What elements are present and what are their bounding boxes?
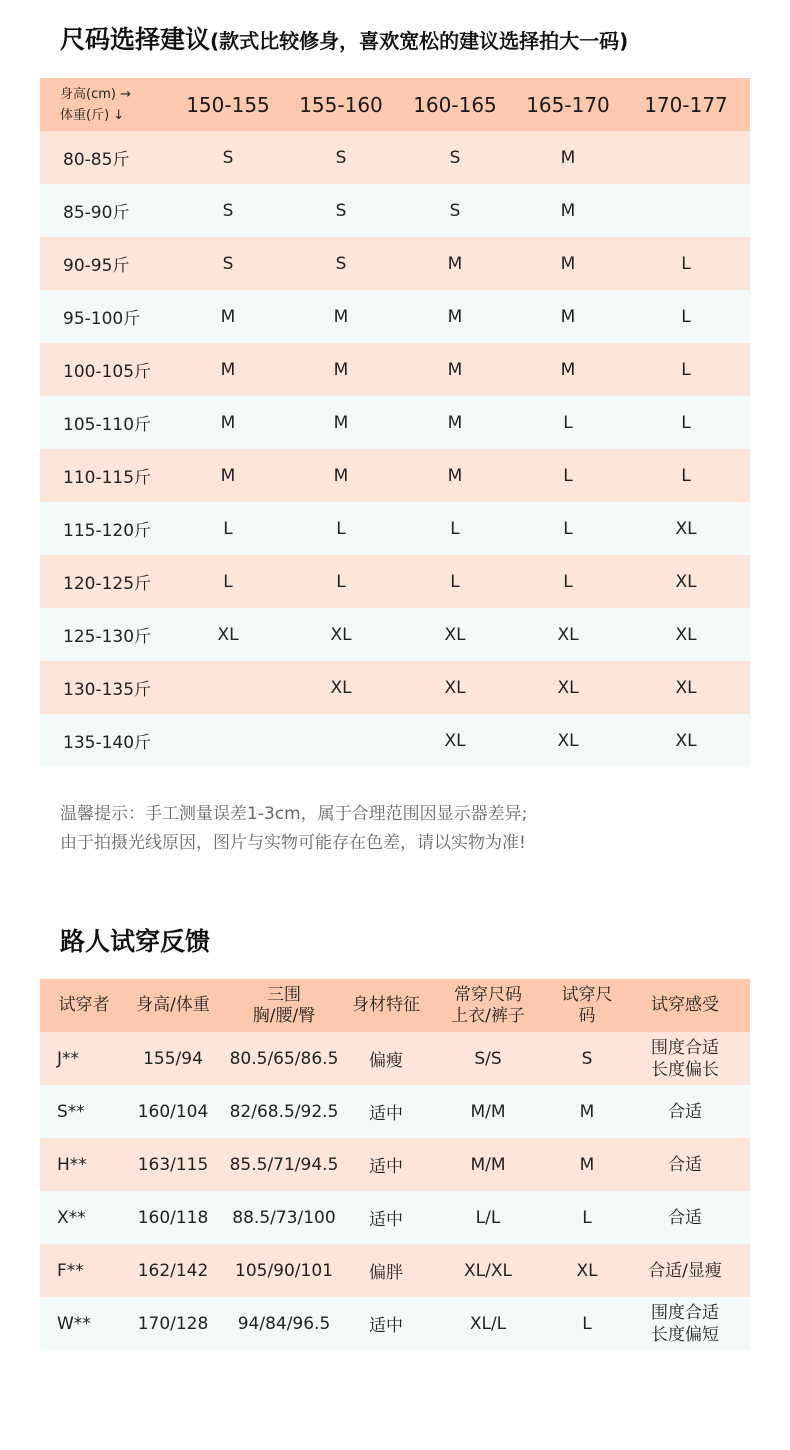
header-measurements-line-1: 三围 <box>267 984 301 1005</box>
size-cell: M <box>560 359 576 380</box>
tip-note <box>60 800 527 858</box>
size-chart-row <box>40 396 750 449</box>
height-weight-cell: 170/128 <box>137 1313 209 1334</box>
size-cell: L <box>450 571 460 592</box>
size-cell <box>622 131 750 184</box>
tester-cell: F** <box>57 1260 84 1281</box>
measurements-cell: 88.5/73/100 <box>232 1207 336 1228</box>
weight-range-cell: 80-85斤 <box>63 150 130 170</box>
size-cell: M <box>560 306 576 327</box>
size-cell: S <box>222 147 234 168</box>
feeling-cell <box>620 1191 750 1244</box>
feedback-title: 路人试穿反馈 <box>60 927 211 956</box>
size-guide-subtitle: (款式比较修身，喜欢宽松的建议选择拍大一码) <box>210 29 629 53</box>
size-cell: M <box>560 147 576 168</box>
body-type-cell: 适中 <box>369 1157 403 1177</box>
height-range-header: 150-155 <box>186 92 270 117</box>
size-cell: L <box>563 571 573 592</box>
header-feeling: 试穿感受 <box>651 995 719 1015</box>
feeling-cell <box>620 1138 750 1191</box>
feedback-header-row <box>40 979 750 1032</box>
feeling-line: 合适 <box>668 1154 702 1175</box>
weight-range-cell: 125-130斤 <box>63 627 152 647</box>
feeling-line: 围度合适 <box>651 1302 719 1323</box>
feedback-body <box>40 1032 750 1350</box>
size-chart-row <box>40 555 750 608</box>
size-cell <box>170 714 286 767</box>
size-cell: M <box>447 253 463 274</box>
header-usual-size-line-2: 上衣/裤子 <box>451 1005 525 1026</box>
size-cell: M <box>560 253 576 274</box>
height-weight-cell: 162/142 <box>137 1260 209 1281</box>
header-tried-size: 试穿尺码 <box>561 984 613 1026</box>
size-cell: M <box>447 359 463 380</box>
size-cell: XL <box>444 624 466 645</box>
size-cell: M <box>447 412 463 433</box>
weight-range-cell: 115-120斤 <box>63 521 152 541</box>
size-chart-row <box>40 661 750 714</box>
size-cell: S <box>335 147 347 168</box>
size-cell: L <box>563 465 573 486</box>
size-cell: L <box>563 518 573 539</box>
weight-axis-label: 体重(斤) ↓ <box>60 107 125 123</box>
feeling-line: 合适 <box>668 1207 702 1228</box>
usual-size-cell: M/M <box>470 1101 506 1122</box>
measurements-cell: 82/68.5/92.5 <box>229 1101 339 1122</box>
size-chart-table <box>40 78 750 767</box>
size-cell: XL <box>675 571 697 592</box>
size-chart-row <box>40 714 750 767</box>
size-cell: M <box>560 200 576 221</box>
size-cell: M <box>333 412 349 433</box>
size-cell: XL <box>330 677 352 698</box>
tester-cell: J** <box>57 1048 80 1069</box>
header-usual-size-line-1: 常穿尺码 <box>454 984 522 1005</box>
size-cell: S <box>335 253 347 274</box>
size-cell: M <box>220 465 236 486</box>
size-cell <box>286 714 396 767</box>
size-cell: M <box>333 359 349 380</box>
weight-range-cell: 100-105斤 <box>63 362 152 382</box>
size-cell: M <box>447 306 463 327</box>
header-tester: 试穿者 <box>58 995 110 1015</box>
measurements-cell: 105/90/101 <box>235 1260 333 1281</box>
tester-cell: W** <box>57 1313 91 1334</box>
measurements-cell: 94/84/96.5 <box>237 1313 331 1334</box>
feedback-row <box>40 1191 750 1244</box>
size-cell: S <box>449 147 461 168</box>
tried-size-cell: L <box>582 1207 592 1228</box>
body-type-cell: 适中 <box>369 1210 403 1230</box>
tried-size-cell: M <box>579 1154 595 1175</box>
size-cell: S <box>335 200 347 221</box>
size-chart-row <box>40 449 750 502</box>
feeling-line: 合适 <box>668 1101 702 1122</box>
size-cell: L <box>681 465 691 486</box>
usual-size-cell: XL/L <box>469 1313 507 1334</box>
header-measurements-line-2: 胸/腰/臀 <box>252 1005 316 1026</box>
measurements-cell: 80.5/65/86.5 <box>229 1048 339 1069</box>
weight-range-cell: 95-100斤 <box>63 309 141 329</box>
size-cell: XL <box>557 677 579 698</box>
feedback-row <box>40 1138 750 1191</box>
feedback-row <box>40 1032 750 1085</box>
tip-note-line-1: 温馨提示：手工测量误差1-3cm，属于合理范围因显示器差异; <box>60 804 528 824</box>
size-cell: S <box>449 200 461 221</box>
size-cell: L <box>681 412 691 433</box>
weight-range-cell: 90-95斤 <box>63 256 130 276</box>
feedback-row <box>40 1244 750 1297</box>
size-cell: M <box>220 306 236 327</box>
size-cell: L <box>681 359 691 380</box>
usual-size-cell: L/L <box>475 1207 501 1228</box>
size-guide-title <box>60 20 628 60</box>
feeling-cell <box>620 1085 750 1138</box>
body-type-cell: 偏胖 <box>369 1263 403 1283</box>
feedback-row <box>40 1085 750 1138</box>
size-cell: L <box>681 253 691 274</box>
body-type-cell: 适中 <box>369 1316 403 1336</box>
height-weight-cell: 160/118 <box>137 1207 209 1228</box>
header-usual-size <box>422 979 554 1032</box>
tried-size-cell: XL <box>576 1260 598 1281</box>
header-height-weight: 身高/体重 <box>136 995 210 1015</box>
usual-size-cell: S/S <box>474 1048 502 1069</box>
size-chart-row <box>40 184 750 237</box>
size-cell: S <box>222 200 234 221</box>
body-type-cell: 偏瘦 <box>369 1051 403 1071</box>
height-weight-cell: 160/104 <box>137 1101 209 1122</box>
size-cell: L <box>223 571 233 592</box>
size-cell <box>622 184 750 237</box>
feeling-cell <box>620 1297 750 1350</box>
size-cell: M <box>220 412 236 433</box>
size-cell: XL <box>675 677 697 698</box>
size-cell: L <box>563 412 573 433</box>
feeling-line: 长度偏短 <box>651 1324 719 1345</box>
size-cell: S <box>222 253 234 274</box>
tip-note-line-2: 由于拍摄光线原因，图片与实物可能存在色差，请以实物为准! <box>60 833 526 853</box>
size-chart-row <box>40 502 750 555</box>
size-cell: XL <box>557 624 579 645</box>
size-cell: L <box>681 306 691 327</box>
size-cell: M <box>447 465 463 486</box>
size-cell: L <box>336 571 346 592</box>
size-cell: M <box>333 306 349 327</box>
height-range-header: 170-177 <box>644 92 728 117</box>
size-cell: M <box>220 359 236 380</box>
size-chart-row <box>40 290 750 343</box>
size-cell <box>170 661 286 714</box>
weight-range-cell: 85-90斤 <box>63 203 130 223</box>
height-weight-cell: 163/115 <box>137 1154 209 1175</box>
feeling-cell <box>620 1244 750 1297</box>
size-cell: M <box>333 465 349 486</box>
body-type-cell: 适中 <box>369 1104 403 1124</box>
tester-cell: S** <box>57 1101 85 1122</box>
size-cell: XL <box>675 518 697 539</box>
size-chart-row <box>40 237 750 290</box>
weight-range-cell: 135-140斤 <box>63 733 152 753</box>
height-range-header: 165-170 <box>526 92 610 117</box>
size-chart-row <box>40 131 750 184</box>
measurements-cell: 85.5/71/94.5 <box>229 1154 339 1175</box>
height-range-header: 155-160 <box>299 92 383 117</box>
feedback-table <box>40 979 750 1350</box>
size-cell: XL <box>557 730 579 751</box>
weight-range-cell: 120-125斤 <box>63 574 152 594</box>
size-guide-title-main: 尺码选择建议 <box>60 25 211 54</box>
tester-cell: H** <box>57 1154 87 1175</box>
tried-size-cell: M <box>579 1101 595 1122</box>
size-chart-body <box>40 131 750 767</box>
size-cell: XL <box>330 624 352 645</box>
height-axis-label: 身高(cm) → <box>60 86 131 102</box>
size-cell: XL <box>217 624 239 645</box>
weight-range-cell: 130-135斤 <box>63 680 152 700</box>
usual-size-cell: XL/XL <box>464 1260 512 1281</box>
feeling-cell <box>620 1032 750 1085</box>
size-chart-header-row <box>40 78 750 131</box>
size-cell: XL <box>444 677 466 698</box>
size-cell: XL <box>444 730 466 751</box>
size-chart-row <box>40 608 750 661</box>
weight-range-cell: 105-110斤 <box>63 415 152 435</box>
height-range-header: 160-165 <box>413 92 497 117</box>
feeling-line: 围度合适 <box>651 1037 719 1058</box>
size-chart-corner <box>40 78 170 131</box>
size-cell: L <box>450 518 460 539</box>
feeling-line: 长度偏长 <box>651 1059 719 1080</box>
feeling-line: 合适/显瘦 <box>648 1260 722 1281</box>
height-weight-cell: 155/94 <box>143 1048 203 1069</box>
size-cell: XL <box>675 730 697 751</box>
size-chart-row <box>40 343 750 396</box>
feedback-row <box>40 1297 750 1350</box>
tester-cell: X** <box>57 1207 86 1228</box>
header-body-type: 身材特征 <box>352 995 420 1015</box>
size-cell: L <box>223 518 233 539</box>
tried-size-cell: S <box>581 1048 593 1069</box>
size-cell: L <box>336 518 346 539</box>
tried-size-cell: L <box>582 1313 592 1334</box>
size-cell: XL <box>675 624 697 645</box>
usual-size-cell: M/M <box>470 1154 506 1175</box>
weight-range-cell: 110-115斤 <box>63 468 152 488</box>
header-measurements <box>218 979 350 1032</box>
